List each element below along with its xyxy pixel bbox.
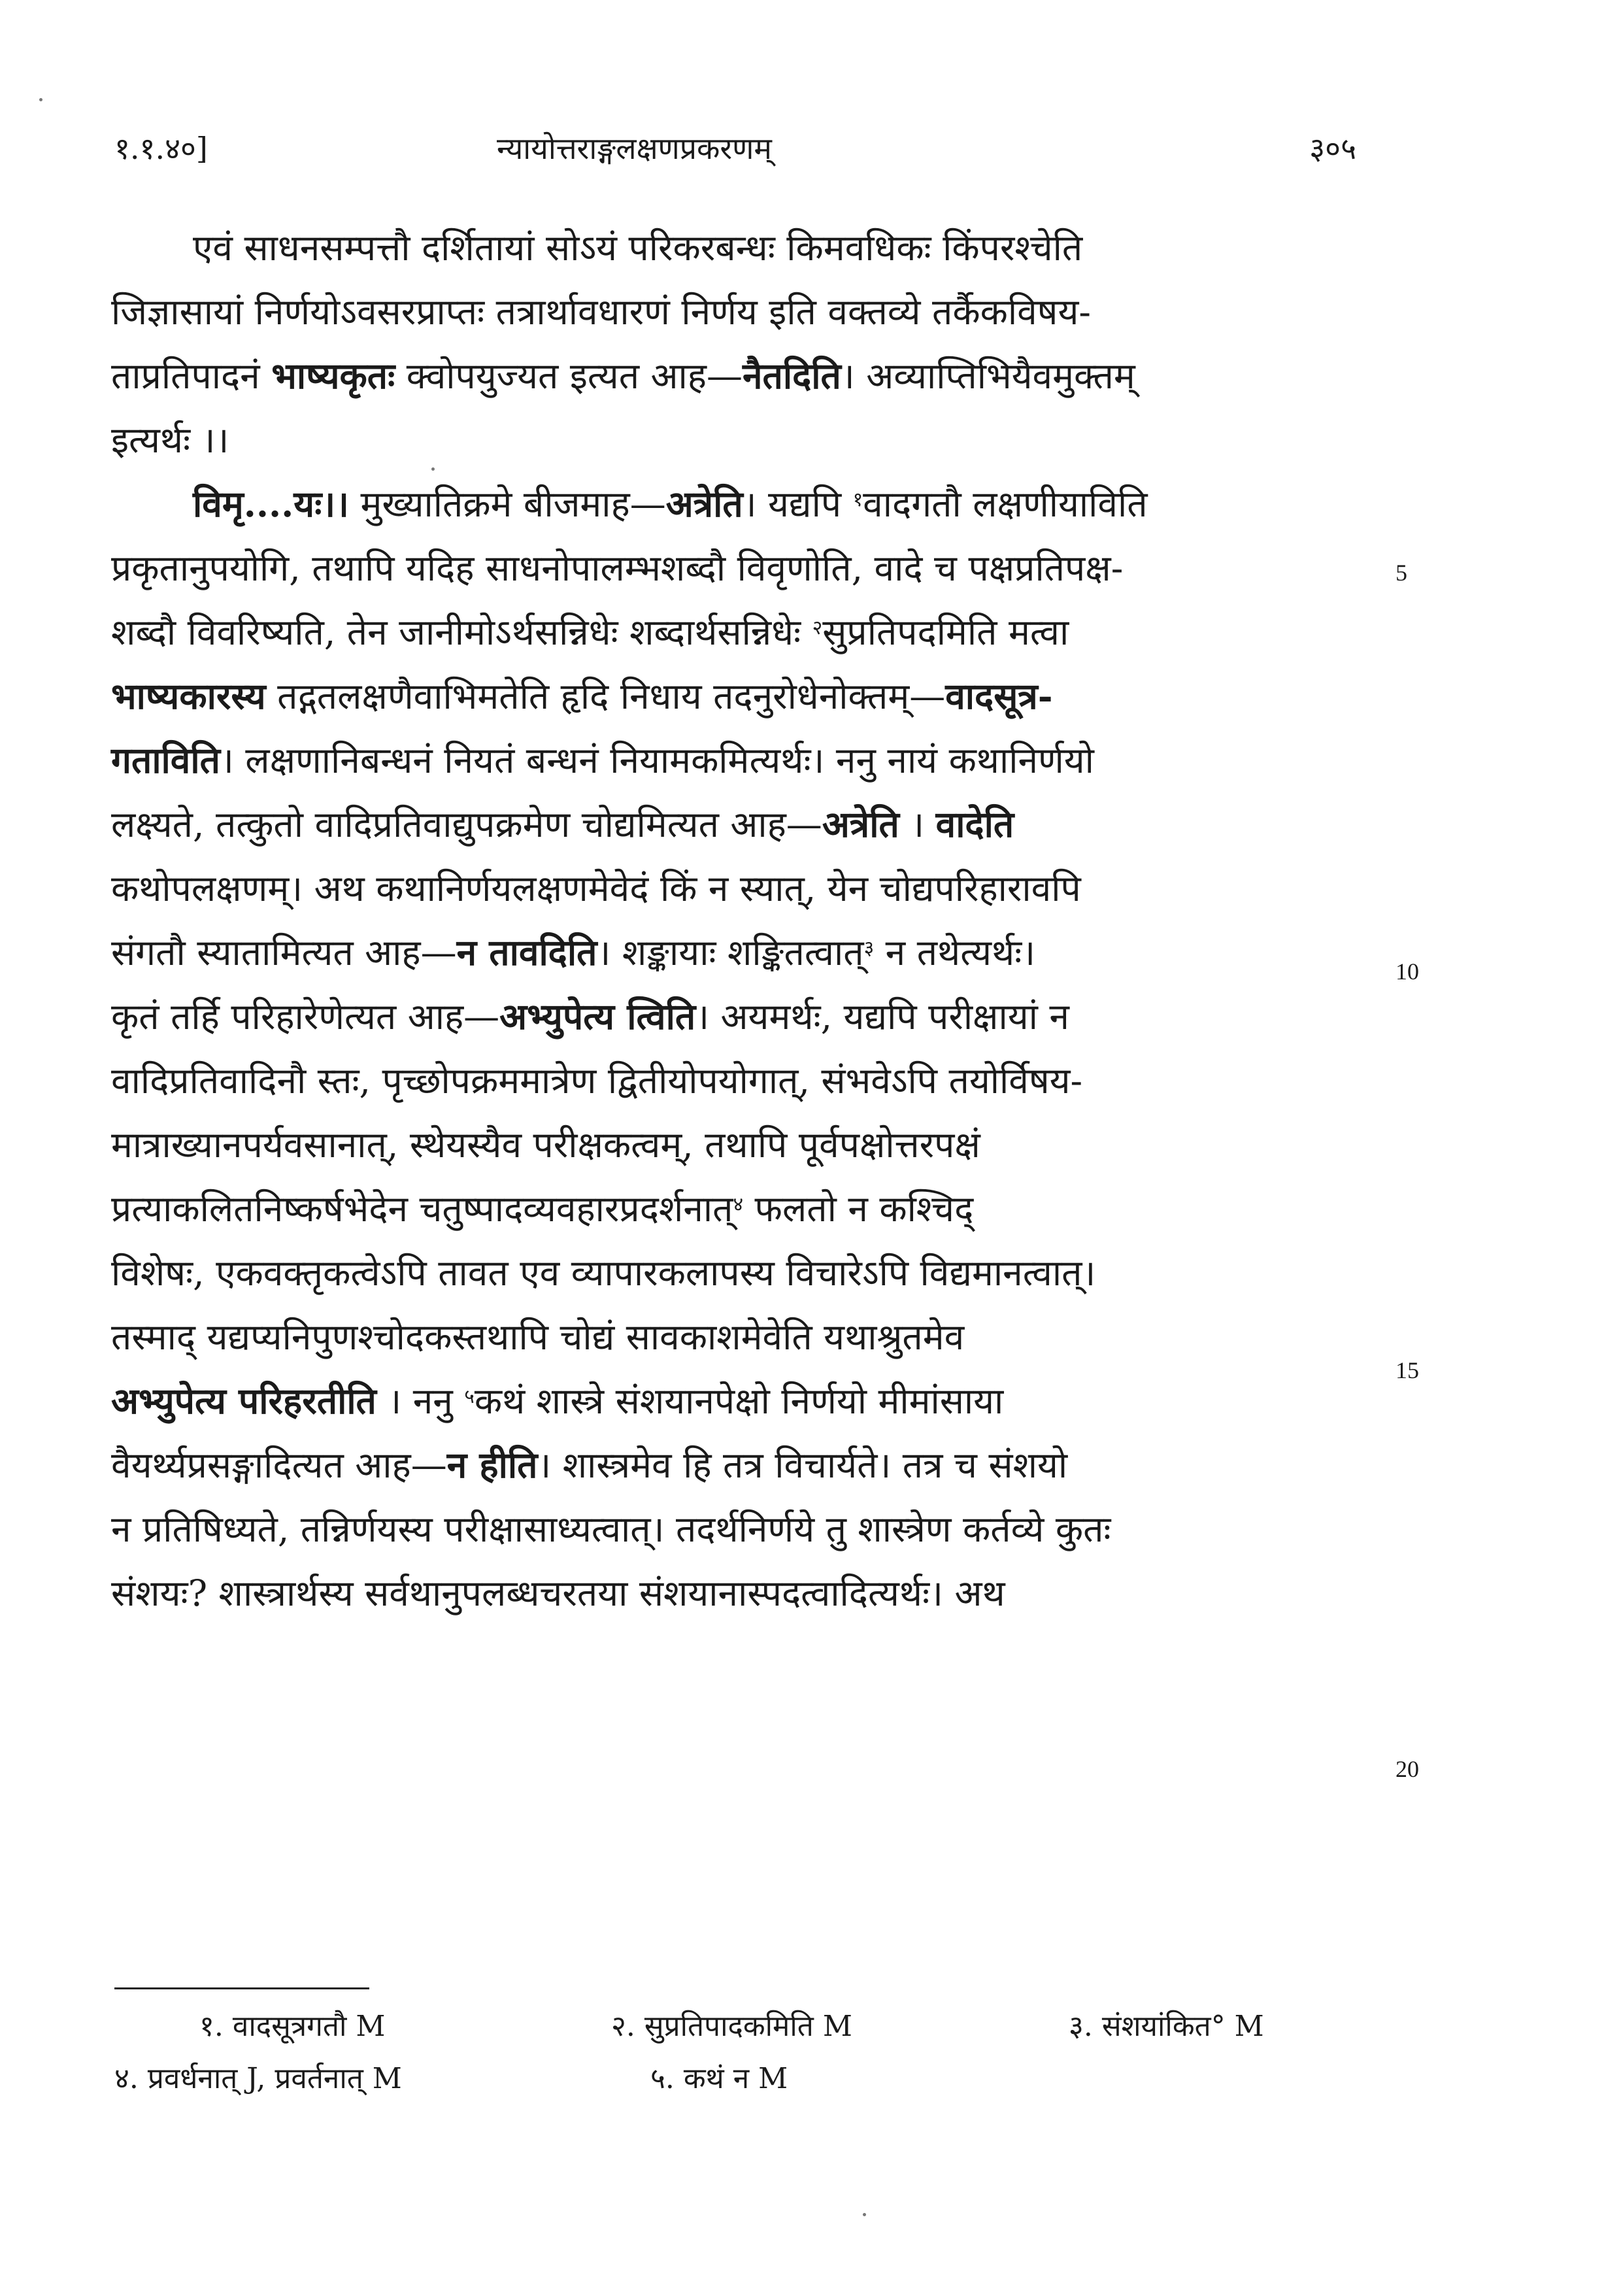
text-line xyxy=(111,664,1360,728)
running-header xyxy=(114,127,1356,180)
text-span: । अव्याप्तिभियैवमुक्तम् xyxy=(841,355,1135,397)
text-span: । लक्षणानिबन्धनं नियतं बन्धनं नियामकमित्यर्थः। ननु नायं कथानिर्णयो xyxy=(220,739,1094,781)
text-span: कृतं तर्हि परिहारेणेत्यत आह— xyxy=(111,996,500,1038)
text-line xyxy=(111,985,1360,1049)
bold-term: अत्रेति xyxy=(665,482,743,525)
bold-term: वादेति xyxy=(935,803,1014,845)
text-line: वादिप्रतिवादिनौ स्तः, पृच्छोपक्रममात्रेण द्वितीयोपयोगात्, संभवेऽपि तयोर्विषय- xyxy=(111,1060,1083,1102)
bold-term: अत्रेति xyxy=(822,803,899,845)
scan-speck xyxy=(39,98,42,101)
text-line xyxy=(111,728,1360,792)
text-line: विशेषः, एकवक्तृकत्वेऽपि तावत एव व्यापारकलापस्य विचारेऽपि विद्यमानत्वात्। xyxy=(111,1252,1096,1294)
section-reference: १.१.४०] xyxy=(114,131,208,166)
paragraph-1 xyxy=(111,216,1360,472)
text-span: न तथेत्यर्थः। xyxy=(874,932,1036,973)
text-span: क्वोपयुज्यत इत्यत आह— xyxy=(395,355,743,397)
bold-term: गताविति xyxy=(111,739,220,781)
text-line: जिज्ञासायां निर्णयोऽवसरप्राप्तः तत्रार्थावधारणं निर्णय इति वक्तव्ये तर्कैकविषय- xyxy=(111,291,1091,333)
text-line: कथोपलक्षणम्। अथ कथानिर्णयलक्षणमेवेदं किं न स्यात्, येन चोद्यपरिहारावपि xyxy=(111,868,1081,909)
paragraph-2 xyxy=(111,472,1360,1625)
text-span: फलतो न कश्चिद् xyxy=(743,1188,974,1230)
text-span: सुप्रतिपदमिति मत्वा xyxy=(822,611,1069,653)
bold-term: भाष्यकारस्य xyxy=(111,675,266,717)
line-number: 20 xyxy=(1395,1756,1419,1782)
text-span: लक्ष्यते, तत्कुतो वादिप्रतिवाद्युपक्रमेण चोद्यमित्यत आह— xyxy=(111,803,822,845)
text-span: संगतौ स्यातामित्यत आह— xyxy=(111,932,457,973)
text-span: वैयर्थ्यप्रसङ्गादित्यत आह— xyxy=(111,1444,447,1486)
text-line xyxy=(111,1369,1360,1433)
text-span: ताप्रतिपादनं xyxy=(111,355,272,397)
text-span: वादगतौ लक्षणीयाविति xyxy=(863,483,1148,525)
text-line: संशयः? शास्त्रार्थस्य सर्वथानुपलब्धचरतया संशयानास्पदत्वादित्यर्थः। अथ xyxy=(111,1572,1005,1614)
scan-speck xyxy=(431,467,435,471)
text-span: । शास्त्रमेव हि तत्र विचार्यते। तत्र च संशयो xyxy=(537,1444,1068,1486)
footnote-3: ३. संशयांकित° M xyxy=(1069,2010,1264,2043)
bold-term: न तावदिति xyxy=(456,931,597,973)
text-line xyxy=(111,792,1360,856)
text-span: प्रत्याकलितनिष्कर्षभेदेन चतुष्पादव्यवहारप्रदर्शनात् xyxy=(111,1188,733,1230)
text-span: । xyxy=(899,803,936,845)
footnote-5: ५. कथं न M xyxy=(650,2062,788,2095)
line-number: 15 xyxy=(1395,1357,1419,1383)
text-line: न प्रतिषिध्यते, तन्निर्णयस्य परीक्षासाध्यत्वात्। तदर्थनिर्णये तु शास्त्रेण कर्तव्ये कुतः xyxy=(111,1508,1111,1550)
footnote-marker: १ xyxy=(852,488,863,511)
line-number: 10 xyxy=(1395,958,1419,985)
text-span: । ननु xyxy=(376,1380,465,1422)
bold-term: भाष्यकृतः xyxy=(271,354,395,397)
text-line: एवं साधनसम्पत्तौ दर्शितायां सोऽयं परिकरबन्धः किमवधिकः किंपरश्चेति xyxy=(193,227,1083,269)
footnote-4: ४. प्रवर्धनात् J, प्रवर्तनात् M xyxy=(114,2062,402,2095)
chapter-title: न्यायोत्तराङ्गलक्षणप्रकरणम् xyxy=(497,131,772,166)
footnote-marker: २ xyxy=(812,616,823,639)
footnote-marker: ३ xyxy=(863,937,875,960)
line-number: 5 xyxy=(1395,560,1407,586)
text-span: शब्दौ विवरिष्यति, तेन जानीमोऽर्थसन्निधेः शब्दार्थसन्निधेः xyxy=(111,611,812,653)
scan-speck xyxy=(863,2213,866,2216)
bold-term: अभ्युपेत्य परिहरतीति xyxy=(111,1379,376,1422)
footnote-2: २. सुप्रतिपादकमिति M xyxy=(611,2010,852,2043)
text-span: मुख्यातिक्रमे बीजमाह— xyxy=(349,483,666,525)
text-line xyxy=(111,1433,1360,1497)
text-line: प्रकृतानुपयोगि, तथापि यदिह साधनोपालम्भशब्दौ विवृणोति, वादे च पक्षप्रतिपक्ष- xyxy=(111,547,1124,589)
text-line xyxy=(111,1177,1360,1241)
text-span: । यद्यपि xyxy=(743,483,853,525)
text-line xyxy=(111,920,1360,985)
text-span: तद्गतलक्षणैवाभिमतेति हृदि निधाय तदनुरोधेनोक्तम्— xyxy=(265,675,946,717)
text-span: कथं शास्त्रे संशयानपेक्षो निर्णयो मीमांसाया xyxy=(474,1380,1004,1422)
text-span: । शङ्कायाः शङ्कितत्वात् xyxy=(597,932,864,973)
bold-term: अभ्युपेत्य त्विति xyxy=(499,995,696,1038)
text-line xyxy=(111,600,1360,664)
bold-term: विमृ....यः।। xyxy=(193,482,350,525)
main-text xyxy=(111,216,1360,1625)
text-span: । अयमर्थः, यद्यपि परीक्षायां न xyxy=(695,996,1069,1038)
text-line xyxy=(111,472,1360,536)
text-line: मात्राख्यानपर्यवसानात्, स्थेयस्यैव परीक्षकत्वम्, तथापि पूर्वपक्षोत्तरपक्षं xyxy=(111,1124,980,1166)
footnote-marker: ५ xyxy=(464,1385,475,1408)
footnote-marker: ४ xyxy=(733,1193,744,1216)
bold-term: नैतदिति xyxy=(742,354,841,397)
footnote-divider xyxy=(114,1987,369,1989)
text-line: इत्यर्थः ।। xyxy=(111,419,229,461)
text-line: तस्माद् यद्यप्यनिपुणश्चोदकस्तथापि चोद्यं सावकाशमेवेति यथाश्रुतमेव xyxy=(111,1316,965,1358)
bold-term: न हीति xyxy=(446,1443,538,1486)
footnote-1: १. वादसूत्रगतौ M xyxy=(199,2010,386,2043)
page-number: ३०५ xyxy=(1309,131,1356,166)
bold-term: वादसूत्र- xyxy=(945,675,1053,717)
text-line xyxy=(111,344,1360,408)
